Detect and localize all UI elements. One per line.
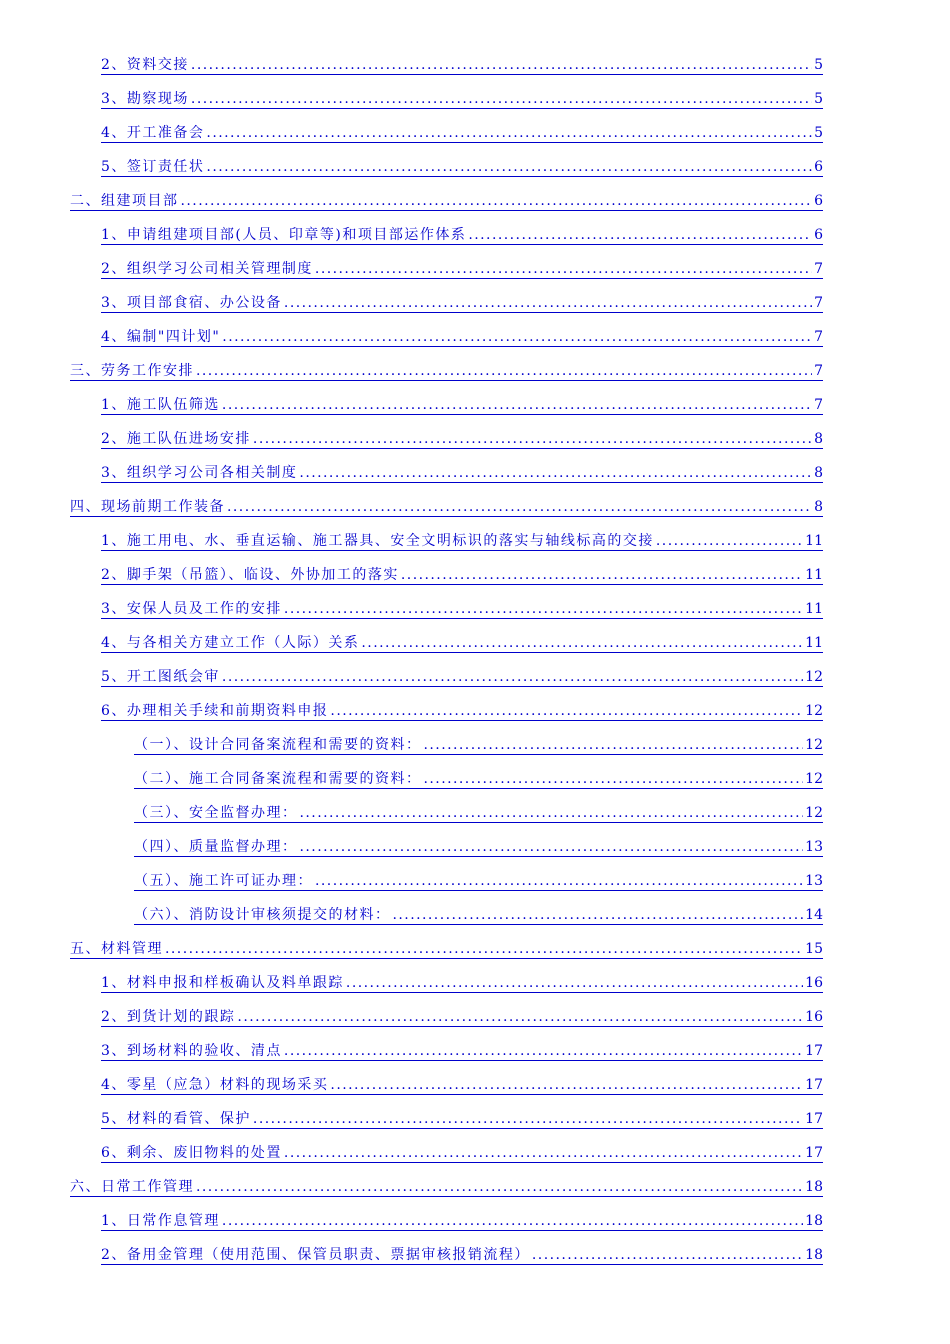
toc-entry-label: 1、材料申报和样板确认及料单跟踪 <box>101 975 344 991</box>
toc-entry-label: 4、开工准备会 <box>101 125 205 141</box>
toc-entry-page: 12 <box>805 669 823 685</box>
toc-entry-page: 18 <box>805 1179 823 1195</box>
toc-entry-page: 18 <box>805 1247 823 1263</box>
toc-entry-label: 2、资料交接 <box>101 57 189 73</box>
toc-entry[interactable] <box>101 664 823 687</box>
toc-entry-page: 16 <box>805 975 823 991</box>
toc-entry-label: 1、申请组建项目部(人员、印章等)和项目部运作体系 <box>101 227 467 243</box>
toc-entry[interactable] <box>101 1004 823 1027</box>
toc-entry[interactable] <box>134 766 823 789</box>
toc-entry-label: 1、施工队伍筛选 <box>101 397 220 413</box>
toc-entry[interactable] <box>101 256 823 279</box>
toc-entry-page: 6 <box>814 193 823 209</box>
toc-entry[interactable] <box>70 358 823 381</box>
toc-entry-label: 五、材料管理 <box>70 941 163 957</box>
toc-entry[interactable] <box>101 1140 823 1163</box>
toc-entry[interactable] <box>134 834 823 857</box>
toc-entry[interactable] <box>101 392 823 415</box>
toc-entry-label: （四）、质量监督办理： <box>134 839 298 855</box>
toc-entry-label: （二）、施工合同备案流程和需要的资料： <box>134 771 422 787</box>
toc-entry[interactable] <box>101 460 823 483</box>
toc-entry-page: 7 <box>814 397 823 413</box>
toc-entry[interactable] <box>101 1106 823 1129</box>
toc-entry-label: 2、脚手架（吊篮）、临设、外协加工的落实 <box>101 567 399 583</box>
toc-entry-label: 3、到场材料的验收、清点 <box>101 1043 282 1059</box>
toc-entry-label: 2、施工队伍进场安排 <box>101 431 251 447</box>
toc-entry-page: 6 <box>814 227 823 243</box>
toc-entry-page: 17 <box>805 1145 823 1161</box>
toc-entry-page: 13 <box>805 873 823 889</box>
toc-entry-page: 8 <box>814 431 823 447</box>
toc-entry-page: 11 <box>805 601 823 617</box>
toc-entry-label: 三、劳务工作安排 <box>70 363 194 379</box>
toc-entry[interactable] <box>101 52 823 75</box>
toc-entry-label: 二、组建项目部 <box>70 193 179 209</box>
toc-entry-label: （五）、施工许可证办理： <box>134 873 313 889</box>
toc-entry-label: 6、办理相关手续和前期资料申报 <box>101 703 329 719</box>
toc-entry-page: 12 <box>805 737 823 753</box>
toc-entry-page: 7 <box>814 329 823 345</box>
toc-entry[interactable] <box>134 868 823 891</box>
toc-entry-label: 3、项目部食宿、办公设备 <box>101 295 282 311</box>
toc-entry-page: 13 <box>805 839 823 855</box>
toc-entry-page: 7 <box>814 295 823 311</box>
toc-entry-label: 5、开工图纸会审 <box>101 669 220 685</box>
toc-entry-label: （三）、安全监督办理： <box>134 805 298 821</box>
toc-entry-label: 2、组织学习公司相关管理制度 <box>101 261 313 277</box>
toc-entry-label: 4、与各相关方建立工作（人际）关系 <box>101 635 360 651</box>
toc-entry-label: 四、现场前期工作装备 <box>70 499 225 515</box>
toc-entry-label: 3、组织学习公司各相关制度 <box>101 465 298 481</box>
toc-entry-label: （一）、设计合同备案流程和需要的资料： <box>134 737 422 753</box>
toc-entry-page: 18 <box>805 1213 823 1229</box>
toc-entry-page: 14 <box>805 907 823 923</box>
toc-entry[interactable] <box>101 970 823 993</box>
toc-entry-page: 17 <box>805 1077 823 1093</box>
toc-entry[interactable] <box>101 1208 823 1231</box>
toc-entry-page: 5 <box>814 57 823 73</box>
toc-entry-page: 8 <box>814 465 823 481</box>
toc-entry-page: 7 <box>814 363 823 379</box>
toc-entry-label: 2、备用金管理（使用范围、保管员职责、票据审核报销流程） <box>101 1247 530 1263</box>
toc-entry-label: 2、到货计划的跟踪 <box>101 1009 236 1025</box>
toc-entry[interactable] <box>134 800 823 823</box>
toc-entry-page: 8 <box>814 499 823 515</box>
toc-entry-label: 3、勘察现场 <box>101 91 189 107</box>
toc-entry[interactable] <box>101 290 823 313</box>
toc-entry-label: 3、安保人员及工作的安排 <box>101 601 282 617</box>
toc-entry-label: 4、编制"四计划" <box>101 329 221 345</box>
toc-entry[interactable] <box>134 902 823 925</box>
toc-entry[interactable] <box>101 120 823 143</box>
toc-entry[interactable] <box>101 426 823 449</box>
toc-entry-label: （六）、消防设计审核须提交的材料： <box>134 907 391 923</box>
toc-entry-page: 6 <box>814 159 823 175</box>
toc-entry[interactable] <box>70 494 823 517</box>
toc-entry-page: 12 <box>805 771 823 787</box>
toc-entry[interactable] <box>70 188 823 211</box>
toc-entry-page: 11 <box>805 567 823 583</box>
toc-entry[interactable] <box>70 936 823 959</box>
toc-entry-label: 4、零星（应急）材料的现场采买 <box>101 1077 329 1093</box>
toc-entry[interactable] <box>101 562 823 585</box>
toc-entry-label: 六、日常工作管理 <box>70 1179 194 1195</box>
toc-entry[interactable] <box>134 732 823 755</box>
toc-entry[interactable] <box>101 222 823 245</box>
toc-entry[interactable] <box>70 1174 823 1197</box>
toc-entry[interactable] <box>101 528 823 551</box>
toc-entry-page: 15 <box>805 941 823 957</box>
toc-entry[interactable] <box>101 630 823 653</box>
toc-entry-page: 12 <box>805 805 823 821</box>
toc-entry-page: 5 <box>814 125 823 141</box>
toc-entry[interactable] <box>101 1038 823 1061</box>
toc-entry-page: 11 <box>805 635 823 651</box>
toc-entry-label: 5、签订责任状 <box>101 159 205 175</box>
toc-entry-page: 17 <box>805 1043 823 1059</box>
toc-entry[interactable] <box>101 324 823 347</box>
toc-entry[interactable] <box>101 1242 823 1265</box>
toc-entry-page: 7 <box>814 261 823 277</box>
toc-entry-label: 5、材料的看管、保护 <box>101 1111 251 1127</box>
toc-entry-page: 11 <box>805 533 823 549</box>
toc-entry-page: 16 <box>805 1009 823 1025</box>
toc-entry-page: 12 <box>805 703 823 719</box>
toc-entry[interactable] <box>101 1072 823 1095</box>
toc-entry-page: 5 <box>814 91 823 107</box>
toc-entry-label: 1、施工用电、水、垂直运输、施工器具、安全文明标识的落实与轴线标高的交接 <box>101 533 654 549</box>
toc-entry[interactable] <box>101 86 823 109</box>
toc-entry[interactable] <box>101 154 823 177</box>
toc-entry-page: 17 <box>805 1111 823 1127</box>
toc-entry[interactable] <box>101 698 823 721</box>
toc-entry-label: 1、日常作息管理 <box>101 1213 220 1229</box>
toc-entry-label: 6、剩余、废旧物料的处置 <box>101 1145 282 1161</box>
toc-entry[interactable] <box>101 596 823 619</box>
